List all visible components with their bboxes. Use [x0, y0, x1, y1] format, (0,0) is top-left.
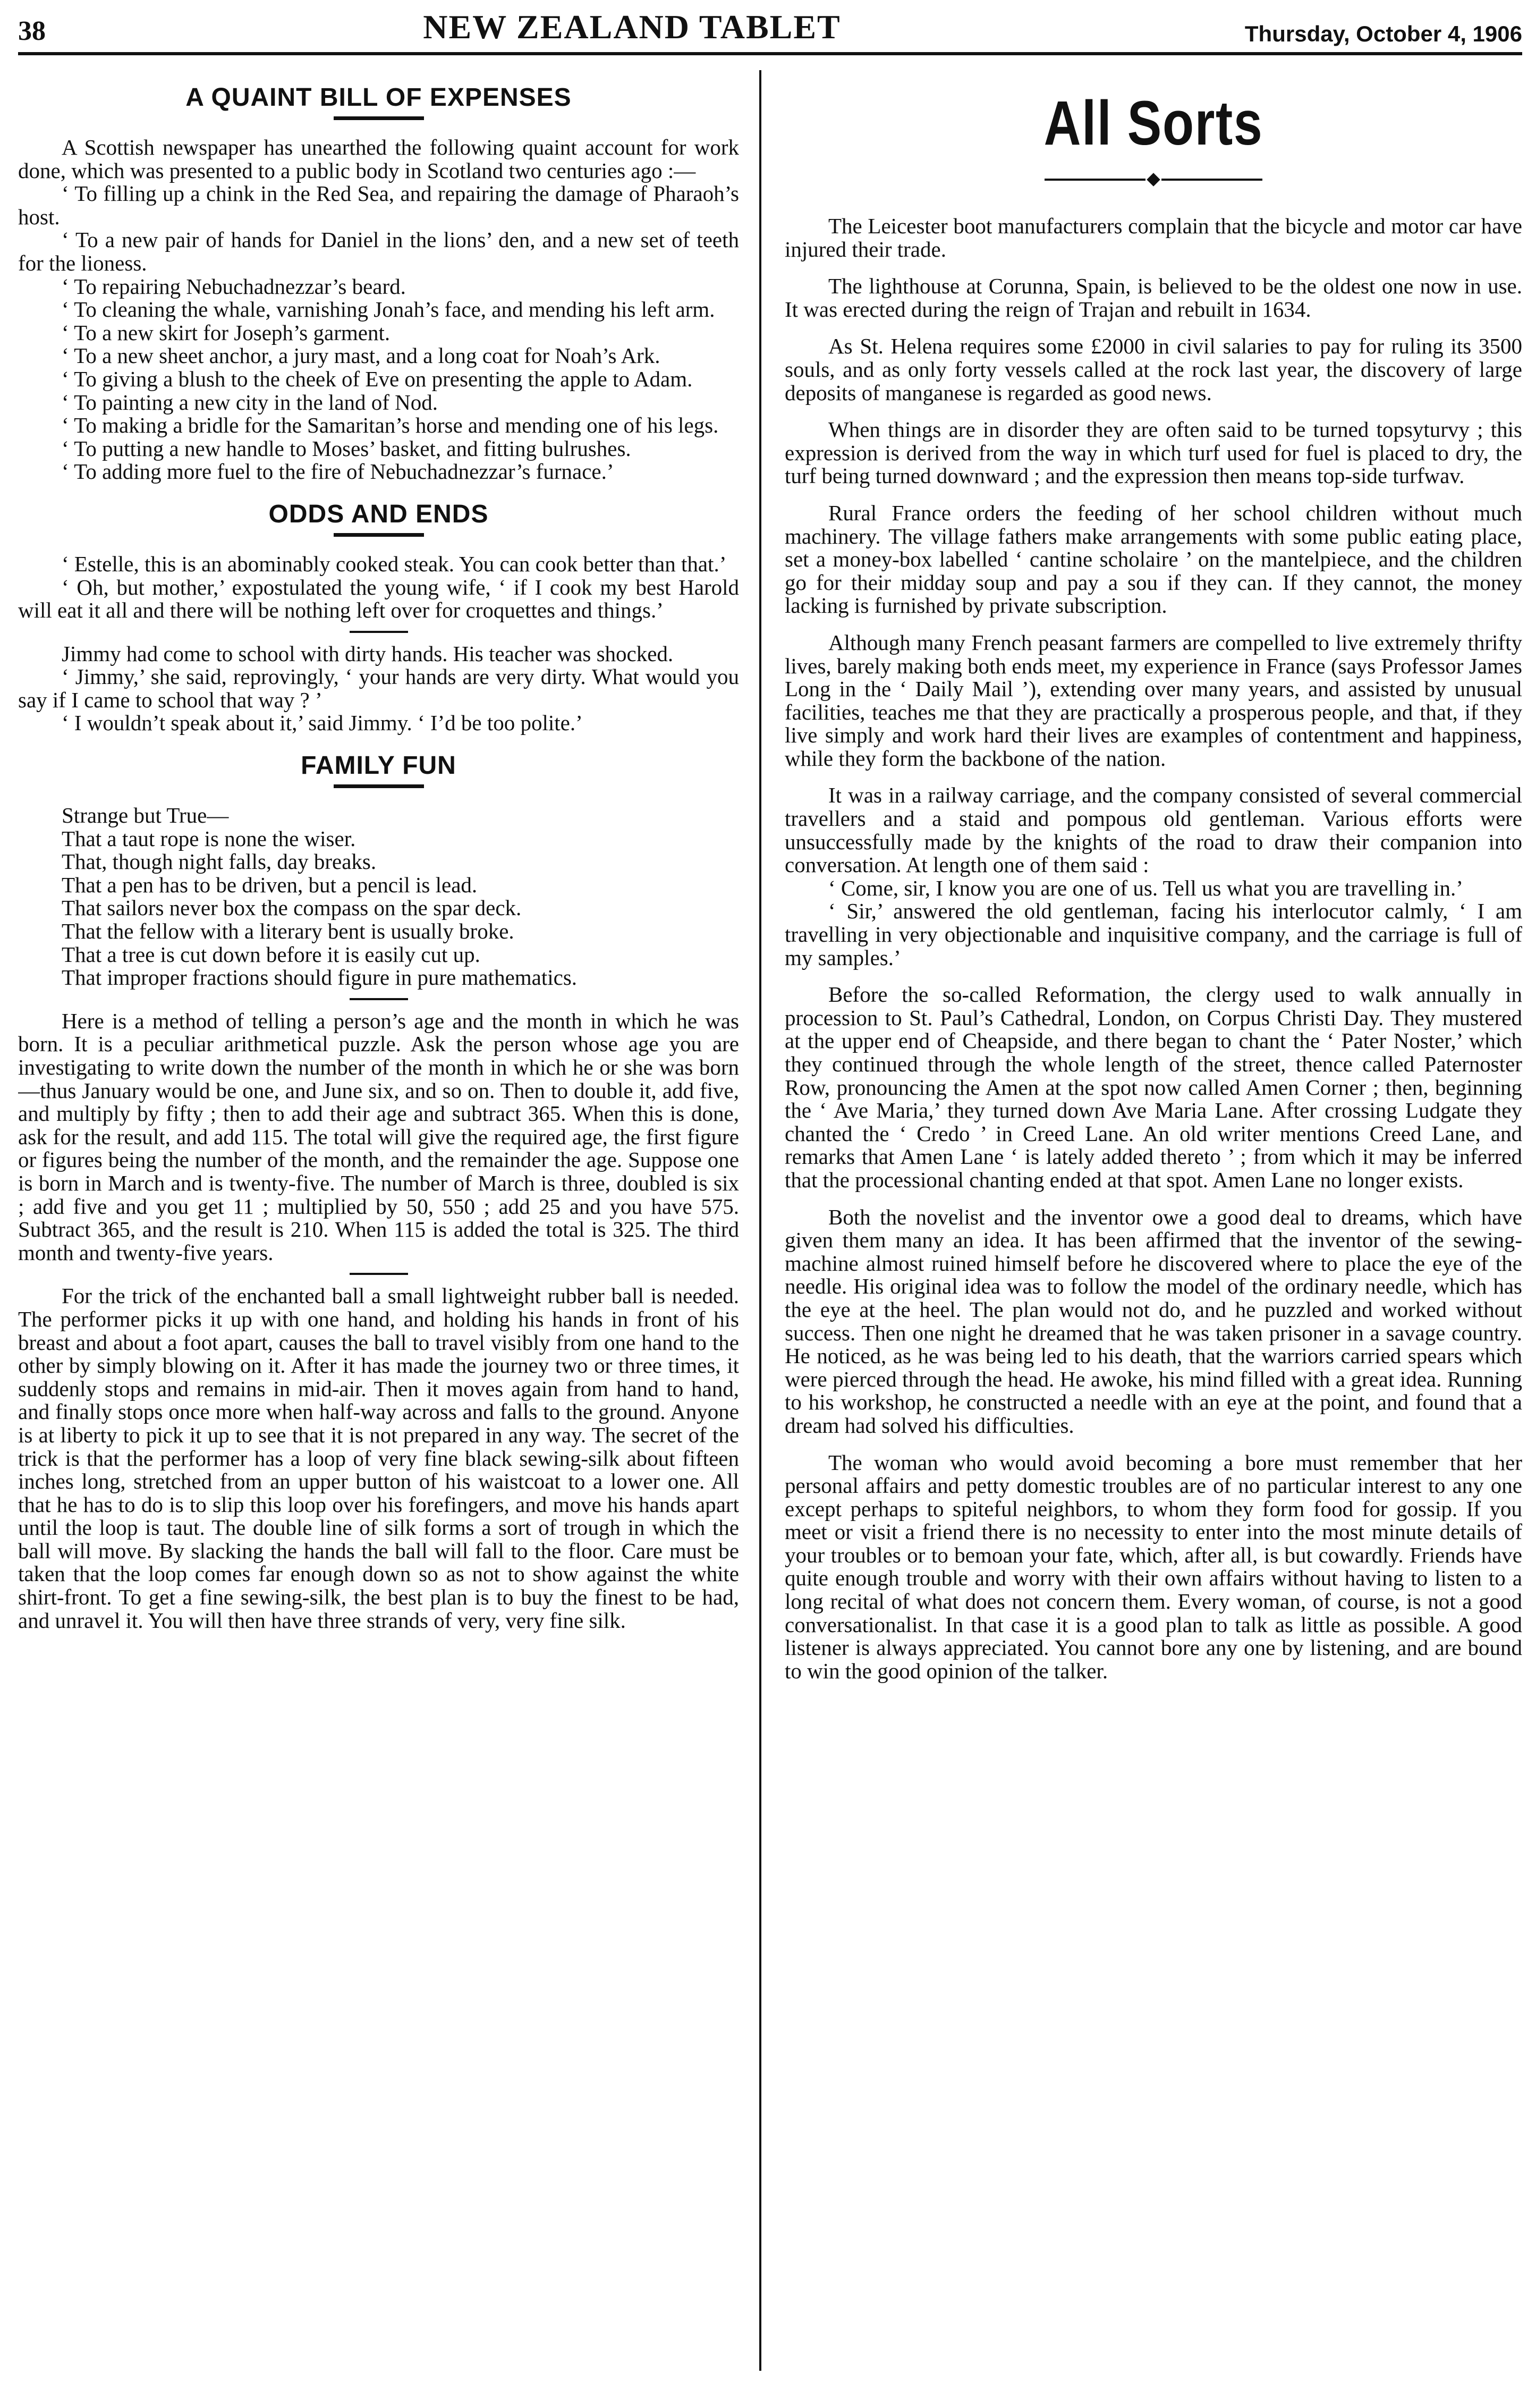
verse-line: That a taut rope is none the wiser.	[62, 826, 356, 851]
divider	[350, 998, 408, 1000]
bill-item: ‘ To cleaning the whale, varnishing Jonah’s face, and mending his left arm.	[62, 297, 715, 322]
verse	[18, 804, 739, 990]
verse-line: That a tree is cut down before it is easily cut up.	[62, 942, 480, 967]
verse-line: That, though night falls, day breaks.	[62, 849, 377, 874]
bill-item: ‘ To making a bridle for the Samaritan’s horse and mending one of his legs.	[62, 413, 719, 438]
ornament-divider	[785, 174, 1522, 185]
verse-line: That sailors never box the compass on the spar deck.	[62, 895, 522, 920]
title-rule	[334, 784, 424, 788]
bill-item: ‘ To putting a new handle to Moses’ basket, and fitting bulrushes.	[62, 436, 631, 461]
diamond-icon	[1147, 173, 1160, 186]
title-rule	[334, 116, 424, 120]
bill-item: ‘ To giving a blush to the cheek of Eve on presenting the apple to Adam.	[62, 366, 693, 391]
paragraph: ‘ Sir,’ answered the old gentleman, facing his interlocutor calmly, ‘ I am travelling in very objectionable and inquisitive company, and the carriage is full of my samples.’	[785, 899, 1522, 970]
bill-item: ‘ To repairing Nebuchadnezzar’s beard.	[62, 274, 406, 299]
verse-heading: Strange but True—	[62, 803, 229, 828]
verse-line: That a pen has to be driven, but a pencil is lead.	[62, 872, 478, 897]
divider	[350, 631, 408, 633]
bill-item: ‘ To adding more fuel to the fire of Nebuchadnezzar’s furnace.’	[62, 459, 614, 484]
paragraph: ‘ Jimmy,’ she said, reprovingly, ‘ your hands are very dirty. What would you say if I came to school that way ? ’	[18, 664, 739, 712]
ornament-line	[1045, 179, 1145, 181]
paragraph: Rural France orders the feeding of her school children without much machinery. The village fathers make arrangements with some public eating place, set a money-box labelled ‘ cantine scholaire ’ on the mantelpiece, and the children go for their midday soup and pay a sou if they can. If they cannot, the money lacking is furnished by private subscription.	[785, 500, 1522, 618]
title-rule	[334, 533, 424, 537]
quaint-bill-section	[18, 83, 739, 484]
family-fun-section	[18, 751, 739, 1632]
left-column	[18, 60, 759, 2387]
bill-item: ‘ To a new pair of hands for Daniel in the lions’ den, and a new set of teeth for the lioness.	[18, 227, 739, 275]
paragraph: When things are in disorder they are often said to be turned topsyturvy ; this expression is derived from the way in which turf used for fuel is placed to dry, the turf being turned downward ; and the expression then means top-side turfwav.	[785, 417, 1522, 488]
all-sorts-title: All Sorts	[1043, 88, 1263, 158]
verse-line: That improper fractions should figure in pure mathematics.	[62, 965, 578, 990]
bill-item: ‘ To a new skirt for Joseph’s garment.	[62, 320, 391, 345]
right-column	[761, 60, 1522, 2387]
page-number: 38	[18, 16, 46, 46]
section-title: A QUAINT BILL OF EXPENSES	[185, 83, 572, 112]
paragraph: The woman who would avoid becoming a bore must remember that her personal affairs and petty domestic troubles are of no particular interest to any one except perhaps to spiteful neighbors, to whom they form food for gossip. If you meet or visit a friend there is no necessity to enter into the most minute details of your troubles or to bemoan your fate, which, after all, is but cowardly. Friends have quite enough trouble and worry with their own affairs without having to listen to a long recital of what does not concern them. Every woman, of course, is not a good conversationalist. In that case it is a good plan to talk as little as possible. A good listener is always appreciated. You cannot bore any one by listening, and are bound to win the good opinion of the talker.	[785, 1450, 1522, 1683]
paragraph: ‘ Estelle, this is an abominably cooked steak. You can cook better than that.’	[62, 551, 727, 576]
paper-name: NEW ZEALAND TABLET	[423, 8, 841, 46]
masthead	[18, 10, 1522, 55]
paragraph: It was in a railway carriage, and the company consisted of several commercial travellers and a staid and pompous old gentleman. Various efforts were unsuccessfully made by the knights of the road to draw their companion into conversation. At length one of them said :	[785, 783, 1522, 877]
section-title: ODDS AND ENDS	[268, 500, 489, 528]
ornament-line	[1161, 179, 1262, 181]
paragraph: For the trick of the enchanted ball a small lightweight rubber ball is needed. The performer picks it up with one hand, and holding his hands in front of his breast and about a foot apart, causes the ball to travel visibly from one hand to the other by simply blowing on it. After it has made the journey two or three times, it suddenly stops and remains in mid-air. Then it moves again from hand to hand, and finally stops once more when half-way across and falls to the ground. Anyone is at liberty to pick it up to see that it is not prepared in any way. The secret of the trick is that the performer has a loop of very fine black sewing-silk about fifteen inches long, stretched from an upper button of his waistcoat to a lower one. All that he has to do is to slip this loop over his forefingers, and move his hands apart until the loop is taut. The double line of silk forms a sort of trough in which the ball will move. By slacking the hands the ball will fall to the floor. Care must be taken that the loop comes far enough down so as not to show against the white shirt-front. To get a fine sewing-silk, the best plan is to buy the finest to be had, and unravel it. You will then have three strands of very, very fine silk.	[18, 1283, 739, 1633]
section-title: FAMILY FUN	[301, 751, 456, 780]
paragraph: Here is a method of telling a person’s age and the month in which he was born. It is a peculiar arithmetical puzzle. Ask the person whose age you are investigating to write down the number of the month in which he or she was born—thus January would be one, and June six, and so on. Then to double it, add five, and multiply by fifty ; then to add their age and subtract 365. When this is done, ask for the result, and add 115. The total will give the required age, the first figure or figures being the number of the month, and the remainder the age. Suppose one is born in March and is twenty-five. The number of March is three, doubled is six ; add five and you get 11 ; multiplied by 50, 550 ; add 25 and you have 575. Subtract 365, and the result is 210. When 115 is added the total is 325. The third month and twenty-five years.	[18, 1008, 739, 1265]
verse-line: That the fellow with a literary bent is usually broke.	[62, 919, 514, 944]
paragraph: ‘ Come, sir, I know you are one of us. Tell us what you are travelling in.’	[828, 875, 1463, 900]
bill-item: ‘ To filling up a chink in the Red Sea, and repairing the damage of Pharaoh’s host.	[18, 181, 739, 229]
paragraph: ‘ I wouldn’t speak about it,’ said Jimmy. ‘ I’d be too polite.’	[62, 711, 583, 736]
paragraph: A Scottish newspaper has unearthed the following quaint account for work done, which was presented to a public body in Scotland two centuries ago :—	[18, 135, 739, 183]
columns	[18, 60, 1522, 2387]
paragraph: ‘ Oh, but mother,’ expostulated the young wife, ‘ if I cook my best Harold will eat it all and there will be nothing left over for croquettes and things.’	[18, 574, 739, 623]
paragraph: The lighthouse at Corunna, Spain, is believed to be the oldest one now in use. It was erected during the reign of Trajan and rebuilt in 1634.	[785, 274, 1522, 322]
paragraph: The Leicester boot manufacturers complain that the bicycle and motor car have injured their trade.	[785, 214, 1522, 261]
bill-item: ‘ To painting a new city in the land of Nod.	[62, 390, 438, 415]
bill-item: ‘ To a new sheet anchor, a jury mast, and a long coat for Noah’s Ark.	[62, 343, 660, 368]
odds-and-ends-section	[18, 500, 739, 735]
paragraph: Before the so-called Reformation, the clergy used to walk annually in procession to St. Paul’s Cathedral, London, on Corpus Christi Day. They mustered at the upper end of Cheapside, and there began to chant the ‘ Pater Noster,’ which they continued through the whole length of the street, thence called Paternoster Row, pronouncing the Amen at the spot now called Amen Corner ; then, beginning the ‘ Ave Maria,’ they turned down Ave Maria Lane. After crossing Ludgate they chanted the ‘ Credo ’ in Creed Lane. An old writer mentions Creed Lane, and remarks that Amen Lane ‘ is lately added thereto ’ ; from which it may be inferred that the processional chanting ended at that spot. Amen Lane no longer exists.	[785, 982, 1522, 1192]
paragraph: Although many French peasant farmers are compelled to live extremely thrifty lives, barely making both ends meet, my experience in France (says Professor James Long in the ‘ Daily Mail ’), extending over many years, and assisted by unusual facilities, teaches me that they are practically a prosperous people, and that, if they live simply and work hard their lives are examples of contentment and happiness, while they form the backbone of the nation.	[785, 630, 1522, 771]
paragraph: Both the novelist and the inventor owe a good deal to dreams, which have given them many an idea. It has been affirmed that the inventor of the sewing-machine almost ruined himself before he discovered where to place the eye of the needle. His original idea was to follow the model of the ordinary needle, which has the eye at the heel. The plan would not do, and he puzzled and worked without success. Then one night he dreamed that he was taken prisoner in a savage country. He noticed, as he was being led to his death, that the warriors carried spears which were pierced through the head. He awoke, his mind filled with a great idea. Running to his workshop, he constructed a needle with an eye at the point, and found that a dream had solved his difficulties.	[785, 1204, 1522, 1438]
divider	[350, 1273, 408, 1275]
issue-date: Thursday, October 4, 1906	[1244, 21, 1522, 46]
paragraph: Jimmy had come to school with dirty hands. His teacher was shocked.	[62, 641, 674, 666]
paragraph: As St. Helena requires some £2000 in civil salaries to pay for ruling its 3500 souls, and as only forty vessels called at the rock last year, the discovery of large deposits of manganese is regarded as good news.	[785, 334, 1522, 405]
